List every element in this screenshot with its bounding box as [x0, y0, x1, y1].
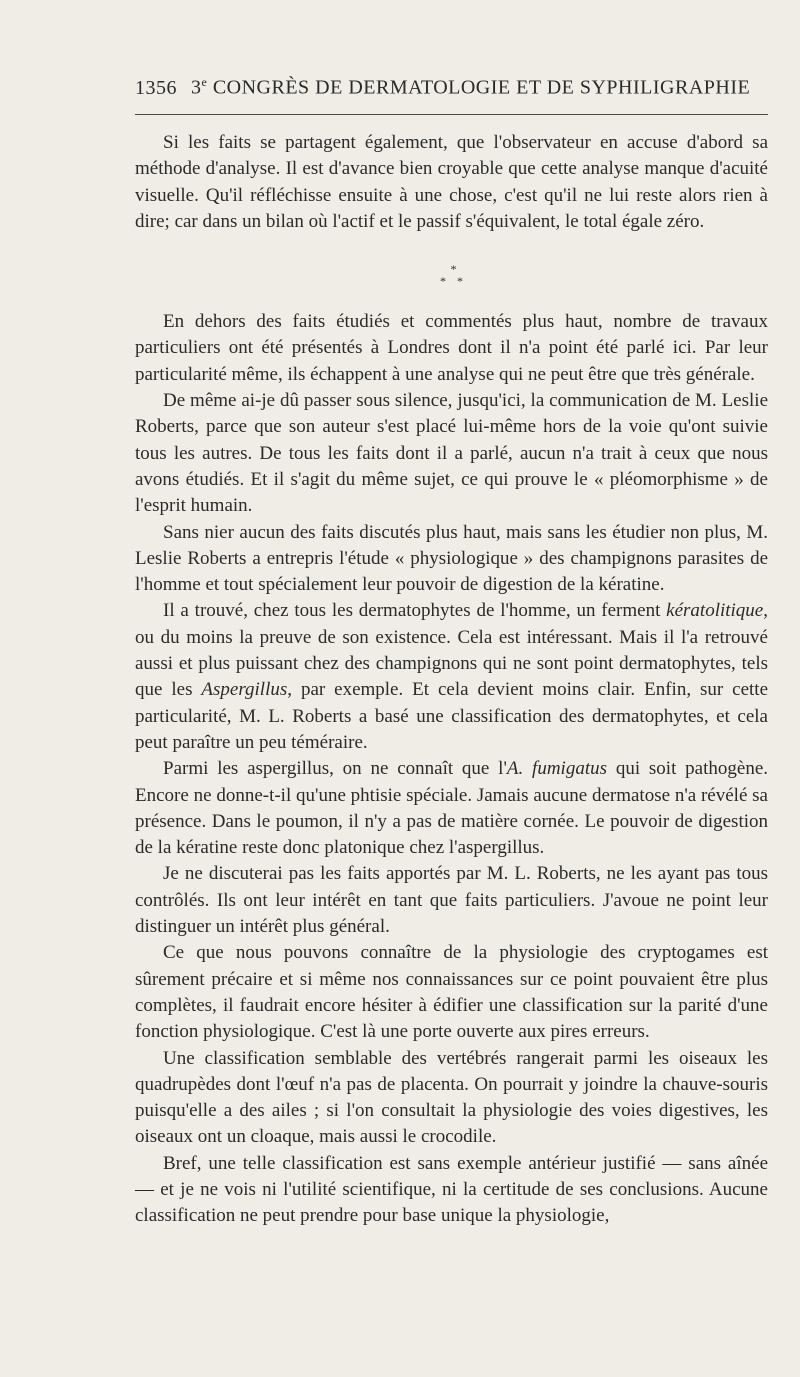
paragraph-8: Ce que nous pouvons connaître de la physiologie des cryptogames est sûrement précaire et si même nos connaissances sur ce point pouvaient être plus complètes, il faudrait encore hésiter à édifier une classification sur la parité d'une fonction physiologique. C'est là une porte ouverte aux pires erreurs.: [135, 942, 768, 1043]
paragraph-3: De même ai-je dû passer sous silence, jusqu'ici, la communication de M. Leslie Roberts, parce que son auteur s'est placé lui-même hors de la voie qu'ont suivie tous les autres. De tous les faits dont il a parlé, aucun n'a trait à ceux que nous avons étudiés. Et il s'agit du même sujet, ce qui prouve le « pléomorphisme » de l'esprit humain.: [135, 390, 768, 517]
paragraph-5-part-a: Il a trouvé, chez tous les dermatophytes de l'homme, un ferment: [163, 600, 667, 622]
paragraph-9: Une classification semblable des vertébrés rangerait parmi les oiseaux les quadrupèdes dont l'œuf n'a pas de placenta. On pourrait y joindre la chauve-souris puisqu'elle a des ailes ; si l'on consultait la physiologie des voies digestives, les oiseaux ont un cloaque, mais aussi le crocodile.: [135, 1047, 768, 1148]
paragraph-2: En dehors des faits étudiés et commentés plus haut, nombre de travaux particuliers ont été présentés à Londres dont il n'a point été parlé ici. Par leur particularité même, ils échappent à une analyse qui ne peut être que très générale.: [135, 311, 768, 385]
paragraph-10: Bref, une telle classification est sans exemple antérieur justifié — sans aînée — et je ne vois ni l'utilité scientifique, ni la certitude de ses conclusions. Aucune classification ne peut prendre pour base unique la physiologie,: [135, 1152, 768, 1227]
running-header: [135, 75, 768, 105]
ordinal-suffix: e: [201, 75, 208, 89]
header-rule: [135, 114, 768, 115]
separator-stars-bottom: * *: [440, 274, 467, 289]
paragraph-7: Je ne discuterai pas les faits apportés par M. L. Roberts, ne les ayant pas tous contrôlés. Ils ont leur intérêt en tant que faits particuliers. J'avoue ne point leur distinguer un intérêt plus général.: [135, 863, 768, 938]
paragraph-1: Si les faits se partagent également, que l'observateur en accuse d'abord sa méthode d'analyse. Il est d'avance bien croyable que cette analyse manque d'acuité visuelle. Qu'il réfléchisse ensuite à une chose, c'est qu'il ne lui reste alors rien à dire; car dans un bilan où l'actif et le passif s'équivalent, le total égale zéro.: [135, 132, 768, 232]
paragraph-5: [135, 598, 768, 756]
running-title: CONGRÈS DE DERMATOLOGIE ET DE SYPHILIGRAPHIE: [212, 76, 751, 99]
paragraph-5-part-c: , par exemple. Et cela devient moins clair. Enfin, sur cette particularité, M. L. Roberts a basé une classification des dermatophytes, et cela peut paraître un peu téméraire.: [135, 679, 768, 753]
italic-keratolitique: kératolitique: [666, 600, 764, 622]
italic-fumigatus: A. fumigatus: [506, 758, 608, 780]
page-number: 1356: [135, 76, 177, 99]
congress-ordinal: 3: [191, 76, 202, 99]
paragraph-6-part-b: qui soit pathogène. Encore ne donne-t-il qu'une phtisie spéciale. Jamais aucune dermatose n'a révélé sa présence. Dans le poumon, il n'y a pas de matière cornée. Le pouvoir de digestion de la kératine reste donc platonique chez l'aspergillus.: [135, 758, 769, 859]
body-text: [135, 130, 768, 1230]
italic-aspergillus: Aspergillus: [201, 679, 288, 701]
paragraph-6: [135, 756, 768, 861]
section-separator: [135, 263, 768, 287]
paragraph-6-part-a: Parmi les aspergillus, on ne connaît que l': [163, 758, 507, 780]
paragraph-4: Sans nier aucun des faits discutés plus haut, mais sans les étudier non plus, M. Leslie Roberts a entrepris l'étude « physiologique » des champignons parasites de l'homme et tout spécialement leur pouvoir de digestion de la kératine.: [135, 521, 768, 596]
separator-star-top: *: [450, 262, 457, 277]
paragraph-5-part-b: , ou du moins la preuve de son existence. Cela est intéressant. Mais il l'a retrouvé aussi et plus puissant chez des champignons qui ne sont point dermatophytes, tels que les: [135, 600, 768, 701]
